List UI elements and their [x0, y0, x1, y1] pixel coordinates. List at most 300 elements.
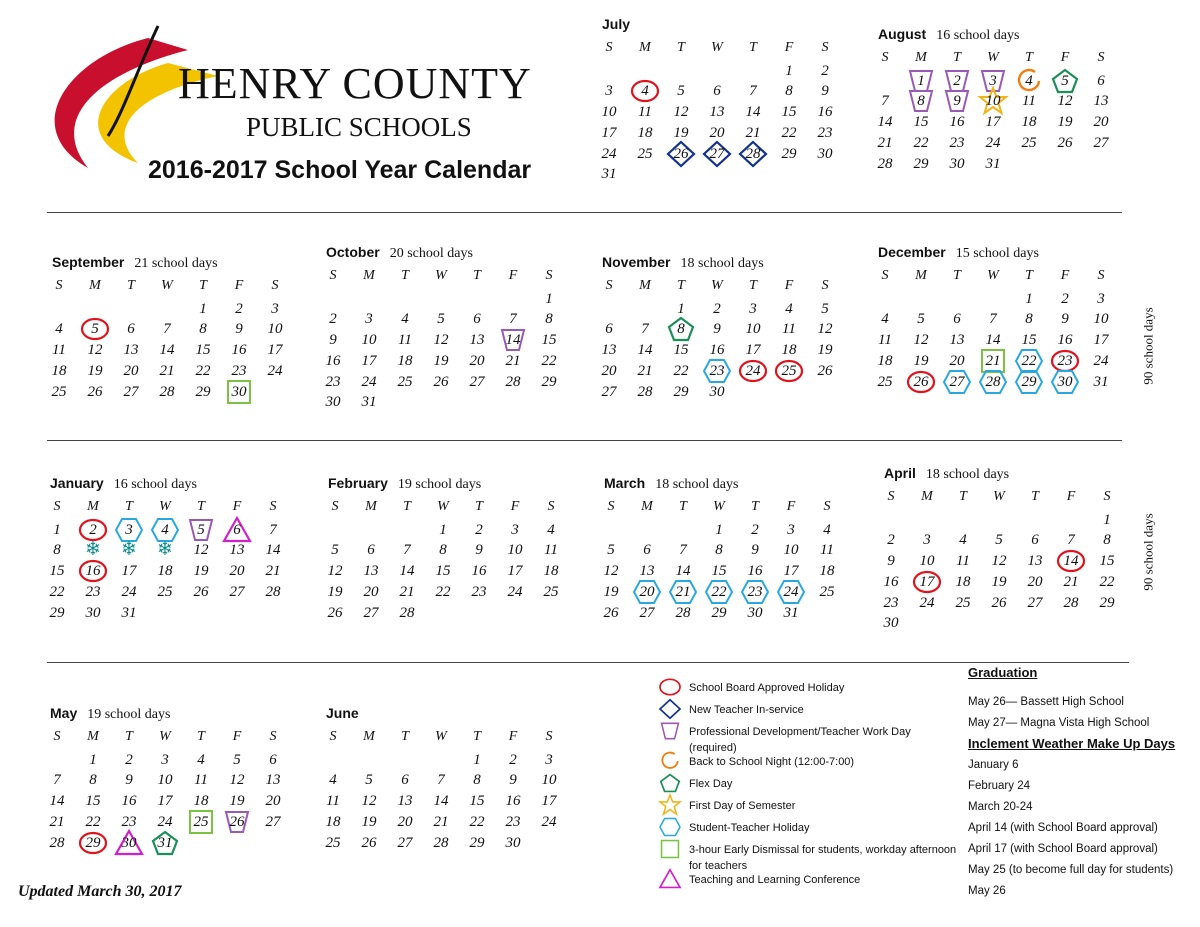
day-number: 29: [913, 155, 929, 172]
weekday-label: S: [1097, 268, 1105, 283]
calendar-day: [870, 91, 900, 111]
day-number: 17: [783, 563, 799, 580]
day-number: 7: [269, 521, 277, 538]
month-name: November: [602, 254, 671, 270]
calendar-day: [186, 520, 216, 540]
day-number: 31: [157, 834, 173, 851]
day-number: 22: [781, 124, 797, 141]
calendar-day: [630, 102, 660, 122]
month-september: [52, 254, 317, 454]
weekday-label: W: [993, 489, 1005, 504]
day-number: 29: [1099, 594, 1115, 611]
day-number: 5: [331, 542, 339, 559]
calendar-day: [534, 289, 564, 309]
day-number: 27: [363, 604, 379, 621]
calendar-day: [1092, 530, 1122, 550]
day-number: 23: [325, 373, 341, 390]
month-header: [50, 475, 197, 493]
calendar-day: [534, 330, 564, 350]
day-number: 29: [85, 834, 101, 851]
calendar-day: [462, 750, 492, 770]
calendar-day: [1092, 572, 1122, 592]
calendar-day: [258, 770, 288, 790]
calendar-day: [42, 812, 72, 832]
day-number: 15: [673, 342, 689, 359]
calendar-day: [810, 102, 840, 122]
calendar-day: [462, 330, 492, 350]
day-number: 21: [265, 563, 281, 580]
day-number: 16: [949, 114, 965, 131]
calendar-day: [632, 582, 662, 602]
calendar-day: [426, 309, 456, 329]
calendar-day: [534, 351, 564, 371]
day-number: 6: [713, 83, 721, 100]
calendar-day: [222, 520, 252, 540]
month-name: May: [50, 705, 78, 721]
calendar-day: [222, 770, 252, 790]
day-number: 24: [745, 362, 761, 379]
day-number: 18: [781, 342, 797, 359]
calendar-day: [462, 770, 492, 790]
legend-item: [655, 838, 957, 872]
day-number: 10: [783, 542, 799, 559]
calendar-day: [978, 112, 1008, 132]
month-january: [50, 475, 315, 675]
weekday-label: T: [401, 268, 409, 283]
calendar-day: [222, 561, 252, 581]
day-number: 5: [91, 321, 99, 338]
calendar-day: [188, 340, 218, 360]
calendar-day: [810, 340, 840, 360]
day-number: 4: [823, 521, 831, 538]
calendar-day: [320, 582, 350, 602]
calendar-day: [1086, 330, 1116, 350]
calendar-day: [810, 361, 840, 381]
weekday-label: S: [269, 499, 277, 514]
day-number: 5: [233, 751, 241, 768]
calendar-day: [596, 540, 626, 560]
calendar-day: [500, 520, 530, 540]
day-number: 1: [473, 751, 481, 768]
day-number: 27: [469, 373, 485, 390]
calendar-day: [258, 812, 288, 832]
day-number: 11: [52, 342, 66, 359]
calendar-day: [498, 812, 528, 832]
calendar-day: [666, 340, 696, 360]
calendar-day: [1092, 551, 1122, 571]
day-number: 4: [959, 532, 967, 549]
calendar-day: [870, 309, 900, 329]
day-number: 13: [1093, 93, 1109, 110]
calendar-day: [594, 123, 624, 143]
calendar-day: [948, 530, 978, 550]
day-number: 26: [673, 145, 689, 162]
calendar-day: [354, 770, 384, 790]
calendar-day: [596, 561, 626, 581]
calendar-day: [260, 319, 290, 339]
day-number: 4: [329, 772, 337, 789]
day-number: 5: [995, 532, 1003, 549]
day-number: 15: [85, 793, 101, 810]
calendar-day: [320, 603, 350, 623]
day-number: 25: [157, 583, 173, 600]
calendar-day: [498, 770, 528, 790]
calendar-day: [738, 361, 768, 381]
weekday-label: W: [161, 278, 173, 293]
calendar-day: [150, 540, 180, 560]
day-number: 27: [601, 383, 617, 400]
district-logo: [28, 18, 588, 188]
page-title: 2016-2017 School Year Calendar: [148, 156, 532, 184]
calendar-day: [774, 102, 804, 122]
weekday-label: M: [639, 40, 651, 55]
calendar-day: [536, 520, 566, 540]
day-number: 14: [265, 542, 281, 559]
calendar-day: [740, 603, 770, 623]
day-number: 4: [1025, 72, 1033, 89]
calendar-day: [222, 582, 252, 602]
day-number: 25: [1021, 134, 1037, 151]
calendar-day: [870, 154, 900, 174]
day-number: 30: [505, 834, 521, 851]
day-number: 12: [433, 332, 449, 349]
weekday-label: S: [331, 499, 339, 514]
month-name: June: [326, 705, 359, 721]
day-number: 23: [817, 124, 833, 141]
calendar-day: [78, 750, 108, 770]
weekday-label: S: [881, 50, 889, 65]
calendar-day: [810, 319, 840, 339]
weekday-label: M: [87, 729, 99, 744]
day-number: 27: [397, 834, 413, 851]
weekday-label: S: [547, 499, 555, 514]
day-number: 3: [605, 83, 613, 100]
day-number: 12: [817, 321, 833, 338]
weekday-label: W: [159, 499, 171, 514]
calendar-day: [1014, 133, 1044, 153]
weekday-label: S: [271, 278, 279, 293]
weekday-label: S: [545, 268, 553, 283]
month-header: [50, 705, 170, 723]
calendar-day: [42, 582, 72, 602]
calendar-day: [1020, 572, 1050, 592]
snowflake-icon: ❄: [157, 539, 173, 561]
weekday-label: M: [89, 278, 101, 293]
day-number: 1: [917, 72, 925, 89]
triangle-marker-icon: [655, 869, 685, 889]
calendar-day: [978, 309, 1008, 329]
day-number: 24: [121, 583, 137, 600]
day-number: 22: [1099, 573, 1115, 590]
day-number: 16: [1057, 332, 1073, 349]
day-number: 3: [125, 521, 133, 538]
legend-text: Teaching and Learning Conference: [689, 874, 861, 886]
calendar-day: [426, 372, 456, 392]
calendar-day: [1050, 112, 1080, 132]
day-number: 24: [267, 362, 283, 379]
day-number: 4: [55, 321, 63, 338]
weekday-label: F: [1060, 268, 1070, 283]
day-number: 7: [749, 83, 757, 100]
calendar-day: [354, 372, 384, 392]
day-number: 8: [53, 542, 61, 559]
day-number: 8: [89, 772, 97, 789]
calendar-day: [594, 340, 624, 360]
day-number: 8: [199, 321, 207, 338]
calendar-day: [810, 61, 840, 81]
day-number: 28: [637, 383, 653, 400]
day-number: 26: [229, 813, 245, 830]
weekday-label: S: [53, 729, 61, 744]
calendar-day: [464, 520, 494, 540]
day-number: 11: [398, 332, 412, 349]
day-number: 9: [713, 321, 721, 338]
calendar-day: [810, 81, 840, 101]
legend-text: New Teacher In-service: [689, 704, 804, 716]
weekday-label: T: [197, 729, 205, 744]
day-number: 9: [821, 83, 829, 100]
weekday-label: F: [1066, 489, 1076, 504]
day-number: 19: [913, 352, 929, 369]
school-days-count: 19 school days: [87, 707, 171, 722]
day-number: 2: [953, 72, 961, 89]
day-number: 3: [511, 521, 519, 538]
day-number: 16: [121, 793, 137, 810]
calendar-day: [318, 372, 348, 392]
calendar-day: [774, 61, 804, 81]
weekday-label: M: [915, 50, 927, 65]
month-header: [328, 475, 481, 493]
calendar-day: [320, 561, 350, 581]
day-number: 23: [883, 594, 899, 611]
day-number: 19: [193, 563, 209, 580]
day-number: 20: [1093, 114, 1109, 131]
trapezoid-marker-icon: [655, 721, 685, 741]
day-number: 11: [820, 542, 834, 559]
day-number: 1: [89, 751, 97, 768]
day-number: 14: [49, 793, 65, 810]
day-number: 2: [329, 311, 337, 328]
calendar-day: [152, 340, 182, 360]
calendar-day: [948, 551, 978, 571]
weekday-label: S: [821, 40, 829, 55]
school-days-count: 20 school days: [389, 246, 473, 261]
day-number: 20: [363, 583, 379, 600]
calendar-day: [78, 791, 108, 811]
calendar-day: [390, 309, 420, 329]
calendar-day: [666, 361, 696, 381]
day-number: 29: [195, 383, 211, 400]
weekday-label: W: [435, 268, 447, 283]
day-number: 3: [749, 300, 757, 317]
calendar-day: [1020, 530, 1050, 550]
calendar-day: [44, 382, 74, 402]
makeup-heading: Inclement Weather Make Up Days: [968, 736, 1176, 751]
weekday-label: T: [1031, 489, 1039, 504]
calendar-day: [740, 582, 770, 602]
school-days-count: 21 school days: [134, 256, 218, 271]
weekday-label: M: [363, 268, 375, 283]
calendar-day: [150, 750, 180, 770]
day-number: 25: [955, 594, 971, 611]
semester-days-label: 90 school days: [1140, 307, 1156, 385]
calendar-day: [906, 154, 936, 174]
calendar-day: [774, 361, 804, 381]
day-number: 2: [1061, 290, 1069, 307]
day-number: 3: [989, 72, 997, 89]
calendar-day: [738, 144, 768, 164]
weekday-label: T: [751, 499, 759, 514]
day-number: 2: [475, 521, 483, 538]
calendar-day: [318, 770, 348, 790]
calendar-day: [668, 582, 698, 602]
school-days-count: 16 school days: [113, 477, 197, 492]
calendar-day: [776, 582, 806, 602]
calendar-day: [258, 582, 288, 602]
calendar-day: [498, 833, 528, 853]
calendar-day: [774, 299, 804, 319]
weekday-label: M: [921, 489, 933, 504]
day-number: 20: [123, 362, 139, 379]
calendar-day: [224, 299, 254, 319]
weekday-label: M: [363, 729, 375, 744]
calendar-day: [1020, 551, 1050, 571]
calendar-day: [1086, 372, 1116, 392]
day-number: 2: [751, 521, 759, 538]
day-number: 9: [235, 321, 243, 338]
calendar-day: [984, 551, 1014, 571]
calendar-day: [354, 309, 384, 329]
calendar-day: [114, 750, 144, 770]
day-number: 7: [509, 311, 517, 328]
calendar-day: [116, 361, 146, 381]
day-number: 17: [541, 793, 557, 810]
day-number: 21: [877, 134, 893, 151]
day-number: 28: [399, 604, 415, 621]
calendar-day: [906, 133, 936, 153]
day-number: 12: [913, 332, 929, 349]
legend-text: Flex Day: [689, 778, 733, 790]
day-number: 16: [505, 793, 521, 810]
calendar-day: [630, 361, 660, 381]
day-number: 15: [1099, 553, 1115, 570]
calendar-day: [776, 540, 806, 560]
day-number: 11: [194, 772, 208, 789]
day-number: 14: [745, 104, 761, 121]
calendar-day: [536, 582, 566, 602]
month-header: [878, 26, 1019, 44]
school-days-count: 15 school days: [955, 246, 1039, 261]
day-number: 26: [603, 604, 619, 621]
day-number: 26: [193, 583, 209, 600]
calendar-day: [630, 144, 660, 164]
weekday-label: M: [641, 499, 653, 514]
calendar-day: [500, 540, 530, 560]
day-number: 14: [1063, 553, 1079, 570]
calendar-day: [906, 330, 936, 350]
month-october: [326, 244, 591, 444]
day-number: 5: [1061, 72, 1069, 89]
calendar-day: [812, 582, 842, 602]
day-number: 12: [1057, 93, 1073, 110]
day-number: 12: [229, 772, 245, 789]
day-number: 12: [603, 563, 619, 580]
calendar-day: [150, 833, 180, 853]
calendar-day: [870, 133, 900, 153]
calendar-day: [1050, 372, 1080, 392]
calendar-day: [186, 750, 216, 770]
day-number: 14: [505, 332, 521, 349]
day-number: 26: [361, 834, 377, 851]
day-number: 2: [89, 521, 97, 538]
day-number: 31: [601, 166, 617, 183]
day-number: 27: [123, 383, 139, 400]
legend-item: [655, 720, 955, 754]
day-number: 24: [361, 373, 377, 390]
legend-item: [655, 816, 955, 838]
makeup-item: May 26: [968, 885, 1006, 897]
calendar-day: [356, 582, 386, 602]
day-number: 3: [1097, 290, 1105, 307]
day-number: 19: [1057, 114, 1073, 131]
calendar-day: [1050, 71, 1080, 91]
day-number: 17: [121, 563, 137, 580]
day-number: 28: [1063, 594, 1079, 611]
weekday-label: S: [1103, 489, 1111, 504]
calendar-day: [534, 770, 564, 790]
weekday-label: S: [887, 489, 895, 504]
day-number: 19: [361, 813, 377, 830]
calendar-day: [258, 540, 288, 560]
calendar-day: [1014, 289, 1044, 309]
day-number: 14: [675, 563, 691, 580]
calendar-day: [318, 392, 348, 412]
calendar-day: [462, 833, 492, 853]
calendar-day: [186, 812, 216, 832]
weekday-label: M: [365, 499, 377, 514]
day-number: 30: [883, 615, 899, 632]
day-number: 29: [711, 604, 727, 621]
calendar-day: [462, 791, 492, 811]
day-number: 27: [265, 813, 281, 830]
day-number: 17: [601, 124, 617, 141]
month-march: [604, 475, 869, 675]
day-number: 18: [819, 563, 835, 580]
day-number: 1: [715, 521, 723, 538]
calendar-day: [80, 340, 110, 360]
calendar-day: [1086, 133, 1116, 153]
calendar-day: [44, 319, 74, 339]
day-number: 3: [545, 751, 553, 768]
calendar-day: [464, 561, 494, 581]
day-number: 5: [821, 300, 829, 317]
weekday-label: S: [605, 40, 613, 55]
legend-item: [655, 794, 955, 816]
day-number: 6: [269, 751, 277, 768]
calendar-day: [912, 572, 942, 592]
day-number: 1: [439, 521, 447, 538]
weekday-label: S: [881, 268, 889, 283]
calendar-day: [630, 340, 660, 360]
calendar-day: [594, 144, 624, 164]
day-number: 20: [709, 124, 725, 141]
day-number: 8: [473, 772, 481, 789]
graduation-panel: [968, 665, 1193, 902]
calendar-day: [876, 613, 906, 633]
day-number: 3: [271, 300, 279, 317]
day-number: 23: [747, 583, 763, 600]
day-number: 10: [541, 772, 557, 789]
